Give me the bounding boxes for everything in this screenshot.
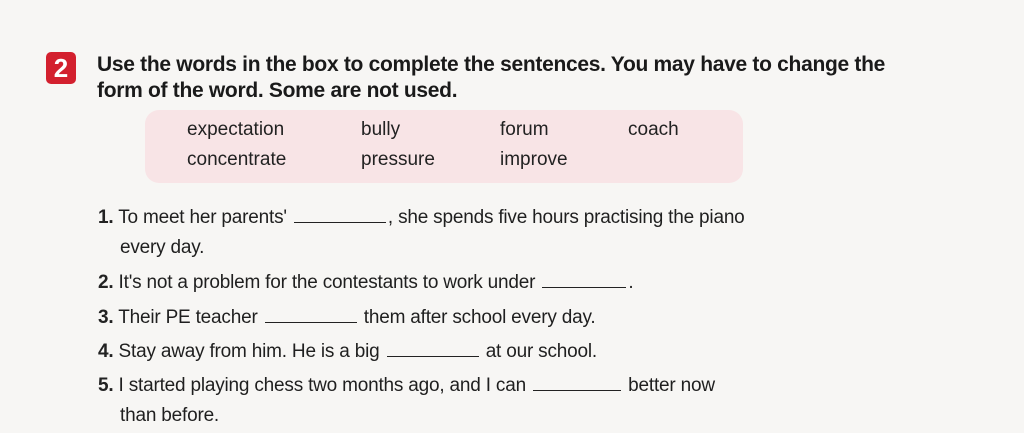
word-box-item: forum xyxy=(500,119,549,140)
sentence-text: Stay away from him. He is a big xyxy=(118,341,380,362)
sentence-text: I started playing chess two months ago, and I can xyxy=(118,375,526,396)
answer-blank[interactable] xyxy=(294,208,386,223)
sentence-text: , she spends five hours practising the piano xyxy=(387,207,745,228)
sentence-text: To meet her parents' xyxy=(118,207,287,228)
sentence-text: them after school every day. xyxy=(363,307,596,328)
exercise-number-badge: 2 xyxy=(46,52,76,84)
sentence-number: 1. xyxy=(98,207,114,228)
sentence-text: It's not a problem for the contestants to work under xyxy=(118,272,536,293)
exercise-instruction: Use the words in the box to complete the sentences. You may have to change the form of the word. Some are not used. xyxy=(97,53,886,102)
sentence-number: 4. xyxy=(98,341,114,362)
sentence-number: 2. xyxy=(98,272,114,293)
sentence-1-continuation: every day. xyxy=(120,237,205,258)
word-box-item: improve xyxy=(500,149,568,170)
sentence-3 xyxy=(98,307,595,329)
word-box-item: coach xyxy=(628,119,679,140)
answer-blank[interactable] xyxy=(533,376,621,391)
answer-blank[interactable] xyxy=(542,273,626,288)
sentence-4 xyxy=(98,341,597,363)
sentence-text: at our school. xyxy=(485,341,597,362)
sentence-text: . xyxy=(628,272,634,293)
sentence-text: Their PE teacher xyxy=(118,307,258,328)
word-box-item: concentrate xyxy=(187,149,287,170)
answer-blank[interactable] xyxy=(387,342,479,357)
sentence-5 xyxy=(98,375,715,397)
sentence-number: 5. xyxy=(98,375,114,396)
word-box-item: pressure xyxy=(361,149,435,170)
sentence-5-continuation: than before. xyxy=(120,405,220,426)
word-box-item: bully xyxy=(361,119,401,140)
sentence-2 xyxy=(98,272,633,294)
sentence-number: 3. xyxy=(98,307,114,328)
answer-blank[interactable] xyxy=(265,308,357,323)
sentence-1 xyxy=(98,207,745,229)
sentence-text: better now xyxy=(628,375,715,396)
word-box-item: expectation xyxy=(187,119,285,140)
